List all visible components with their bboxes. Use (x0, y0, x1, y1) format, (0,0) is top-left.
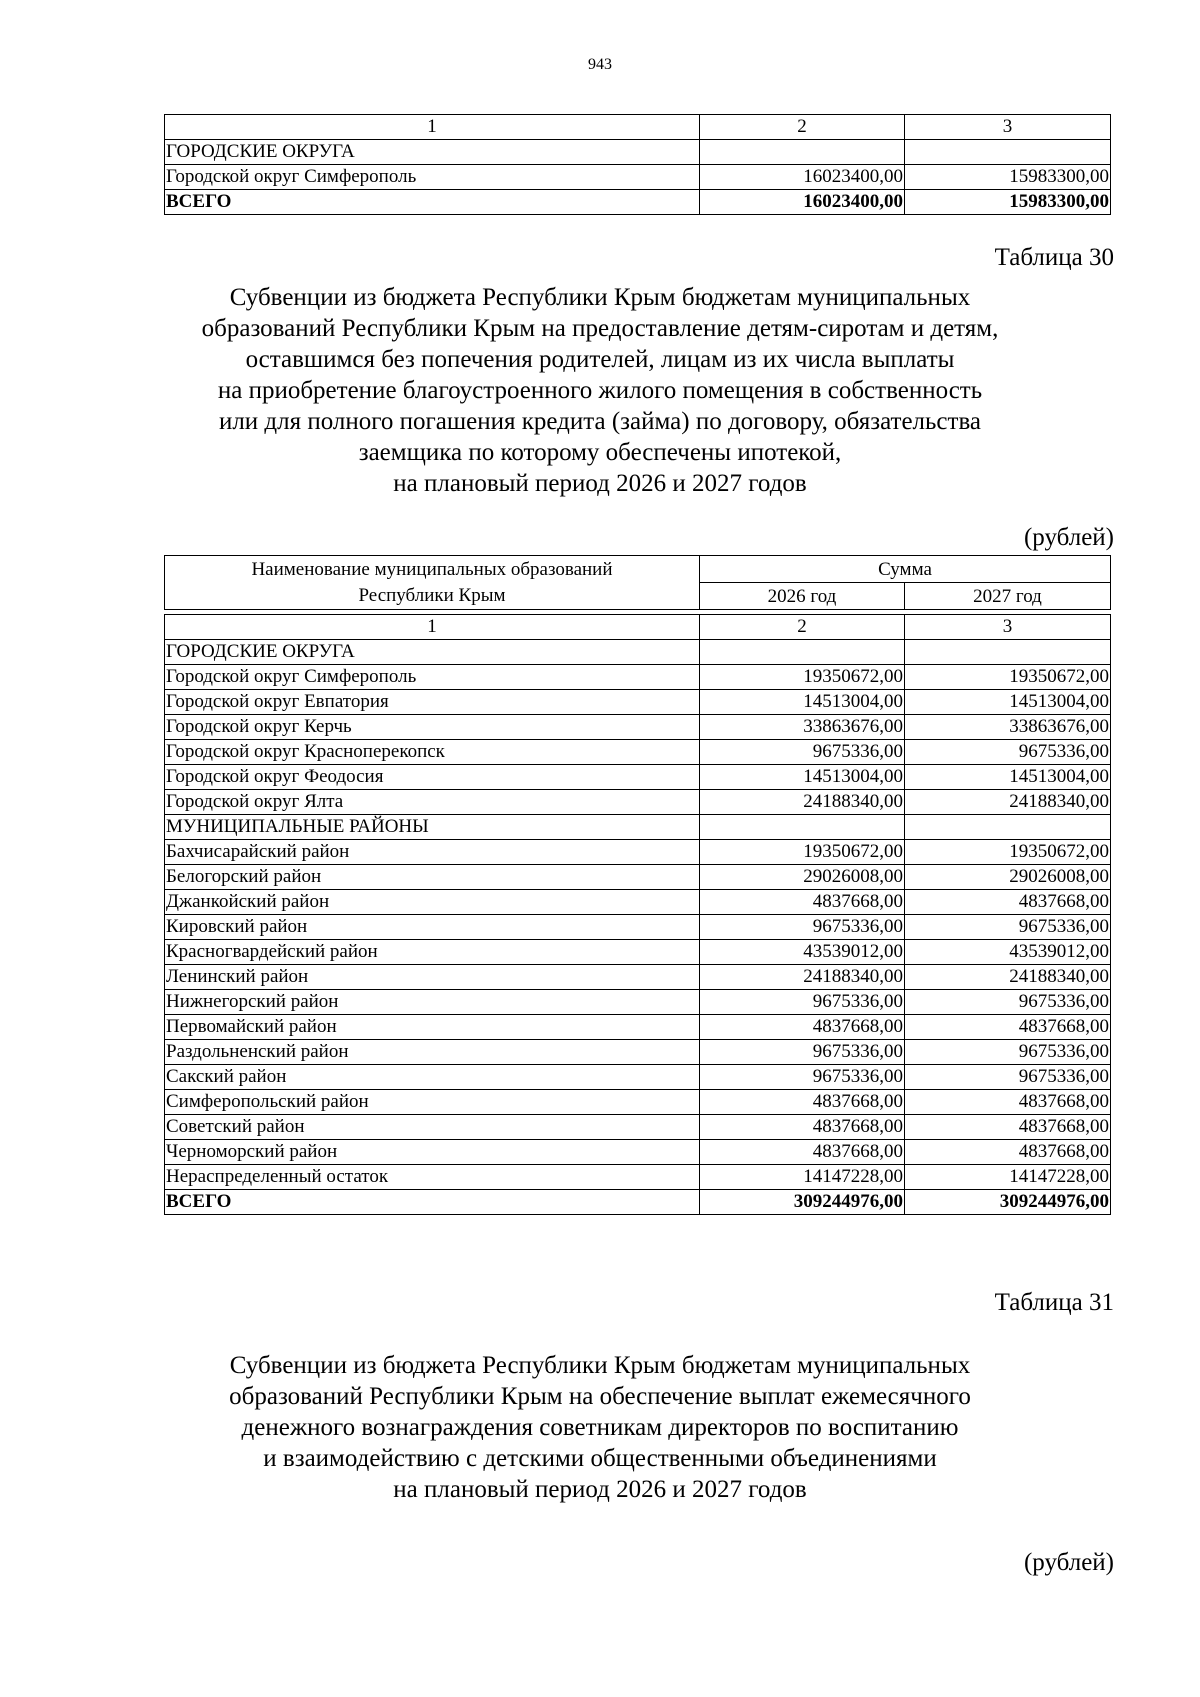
header-name-line2: Республики Крым (358, 584, 506, 606)
title-line: на приобретение благоустроенного жилого помещения в собственность (217, 377, 983, 404)
row-name: Бахчисарайский район (165, 840, 700, 865)
column-number-row (165, 615, 1111, 640)
table-row (165, 690, 1111, 715)
header-name-line1: Наименование муниципальных образований (251, 558, 613, 580)
row-name: Раздольненский район (165, 1040, 700, 1065)
title-line: и взаимодействию с детскими общественными объединениями (263, 1445, 937, 1472)
total-label: ВСЕГО (165, 190, 700, 215)
column-number: 2 (700, 115, 905, 140)
row-value-2027: 15983300,00 (905, 165, 1111, 190)
title-line: заемщика по которому обеспечены ипотекой, (358, 439, 842, 466)
title-line: Субвенции из бюджета Республики Крым бюджетам муниципальных (229, 284, 971, 311)
row-value-2026: 24188340,00 (700, 790, 905, 815)
row-value-2027: 4837668,00 (905, 890, 1111, 915)
table-row (165, 1165, 1111, 1190)
title-line: оставшимся без попечения родителей, лицам из их числа выплаты (245, 346, 955, 373)
title-line: денежного вознаграждения советникам директоров по воспитанию (241, 1414, 959, 1441)
row-value-2026: 9675336,00 (700, 915, 905, 940)
row-value-2026: 4837668,00 (700, 1115, 905, 1140)
column-number: 2 (700, 615, 905, 640)
table-row (165, 890, 1111, 915)
title-line: Субвенции из бюджета Республики Крым бюджетам муниципальных (229, 1352, 971, 1379)
row-value-2026: 4837668,00 (700, 1015, 905, 1040)
row-value-2027: 14513004,00 (905, 765, 1111, 790)
row-name: ГОРОДСКИЕ ОКРУГА (165, 640, 700, 665)
table-row (165, 1065, 1111, 1090)
total-value-2026: 309244976,00 (700, 1190, 905, 1215)
row-name: Первомайский район (165, 1015, 700, 1040)
row-value-2027: 29026008,00 (905, 865, 1111, 890)
top-continuation-table (164, 114, 1111, 215)
row-value-2026 (700, 815, 905, 840)
page-number: 943 (588, 56, 612, 73)
table-30-title (0, 282, 1200, 499)
table-31-label: Таблица 31 (994, 1289, 1114, 1316)
title-line: на плановый период 2026 и 2027 годов (393, 1476, 807, 1503)
title-line: образований Республики Крым на обеспечение выплат ежемесячного (229, 1383, 971, 1410)
row-name: Городской округ Евпатория (165, 690, 700, 715)
row-value-2027 (905, 640, 1111, 665)
row-name: Симферопольский район (165, 1090, 700, 1115)
row-value-2027: 9675336,00 (905, 915, 1111, 940)
row-value-2026: 4837668,00 (700, 1140, 905, 1165)
row-value-2026: 29026008,00 (700, 865, 905, 890)
table-31-units: (рублей) (1023, 1549, 1114, 1576)
table-row (165, 1090, 1111, 1115)
row-value-2026: 9675336,00 (700, 1040, 905, 1065)
row-value-2026: 4837668,00 (700, 1090, 905, 1115)
table-row (165, 165, 1111, 190)
table-row (165, 1040, 1111, 1065)
table-row (165, 915, 1111, 940)
row-value-2027: 19350672,00 (905, 665, 1111, 690)
row-value-2027: 4837668,00 (905, 1115, 1111, 1140)
table-row (165, 1115, 1111, 1140)
table-31-title (0, 1350, 1200, 1505)
row-value-2026 (700, 640, 905, 665)
row-value-2027: 9675336,00 (905, 1065, 1111, 1090)
row-name: Сакский район (165, 1065, 700, 1090)
table-row (165, 1015, 1111, 1040)
row-value-2026: 19350672,00 (700, 665, 905, 690)
row-value-2027: 9675336,00 (905, 740, 1111, 765)
row-name: Городской округ Симферополь (165, 665, 700, 690)
header-year-2026: 2026 год (700, 583, 905, 610)
total-value-2026: 16023400,00 (700, 190, 905, 215)
table-row (165, 140, 1111, 165)
table-row (165, 765, 1111, 790)
row-name: Белогорский район (165, 865, 700, 890)
title-line: образований Республики Крым на предоставление детям-сиротам и детям, (201, 315, 999, 342)
column-number-row (165, 115, 1111, 140)
row-value-2027: 43539012,00 (905, 940, 1111, 965)
row-value-2026: 9675336,00 (700, 740, 905, 765)
header-year-2027: 2027 год (905, 583, 1111, 610)
row-name: Кировский район (165, 915, 700, 940)
row-name: Городской округ Ялта (165, 790, 700, 815)
row-name: Городской округ Красноперекопск (165, 740, 700, 765)
row-value-2027: 19350672,00 (905, 840, 1111, 865)
table-row (165, 965, 1111, 990)
table-30-body (164, 614, 1111, 1215)
row-value-2026: 14513004,00 (700, 690, 905, 715)
table-row (165, 715, 1111, 740)
column-number: 3 (905, 615, 1111, 640)
table-row (165, 840, 1111, 865)
row-name: Городской округ Керчь (165, 715, 700, 740)
row-name: Красногвардейский район (165, 940, 700, 965)
row-name: Нераспределенный остаток (165, 1165, 700, 1190)
table-row (165, 1140, 1111, 1165)
row-value-2027: 9675336,00 (905, 990, 1111, 1015)
table-row (165, 640, 1111, 665)
row-name: Городской округ Симферополь (165, 165, 700, 190)
table-row (165, 790, 1111, 815)
row-name: Черноморский район (165, 1140, 700, 1165)
row-name: Нижнегорский район (165, 990, 700, 1015)
total-value-2027: 15983300,00 (905, 190, 1111, 215)
row-value-2027 (905, 815, 1111, 840)
row-name: Городской округ Феодосия (165, 765, 700, 790)
total-row (165, 190, 1111, 215)
table-row (165, 665, 1111, 690)
row-value-2027: 14147228,00 (905, 1165, 1111, 1190)
column-number: 1 (165, 615, 700, 640)
table-30-label: Таблица 30 (994, 244, 1114, 271)
row-name: Ленинский район (165, 965, 700, 990)
header-sum: Сумма (700, 556, 1111, 583)
table-row (165, 815, 1111, 840)
row-value-2027: 4837668,00 (905, 1015, 1111, 1040)
row-value-2027: 9675336,00 (905, 1040, 1111, 1065)
total-value-2027: 309244976,00 (905, 1190, 1111, 1215)
row-name: Джанкойский район (165, 890, 700, 915)
row-name: ГОРОДСКИЕ ОКРУГА (165, 140, 700, 165)
table-row (165, 865, 1111, 890)
row-value-2026: 14513004,00 (700, 765, 905, 790)
row-name: Советский район (165, 1115, 700, 1140)
row-value-2026: 19350672,00 (700, 840, 905, 865)
row-value-2027: 33863676,00 (905, 715, 1111, 740)
row-value-2027: 24188340,00 (905, 965, 1111, 990)
row-value-2026: 4837668,00 (700, 890, 905, 915)
row-value-2026: 9675336,00 (700, 990, 905, 1015)
row-value-2026: 9675336,00 (700, 1065, 905, 1090)
table-row (165, 740, 1111, 765)
row-name: МУНИЦИПАЛЬНЫЕ РАЙОНЫ (165, 815, 700, 840)
row-value-2027: 4837668,00 (905, 1090, 1111, 1115)
row-value-2027: 24188340,00 (905, 790, 1111, 815)
row-value-2027 (905, 140, 1111, 165)
row-value-2026: 33863676,00 (700, 715, 905, 740)
row-value-2026: 14147228,00 (700, 1165, 905, 1190)
row-value-2026 (700, 140, 905, 165)
total-label: ВСЕГО (165, 1190, 700, 1215)
row-value-2027: 14513004,00 (905, 690, 1111, 715)
column-number: 1 (165, 115, 700, 140)
row-value-2027: 4837668,00 (905, 1140, 1111, 1165)
table-30-units: (рублей) (1023, 524, 1114, 551)
header-name-column (165, 556, 700, 610)
row-value-2026: 43539012,00 (700, 940, 905, 965)
title-line: или для полного погашения кредита (займа) по договору, обязательства (218, 408, 982, 435)
row-value-2026: 24188340,00 (700, 965, 905, 990)
column-number: 3 (905, 115, 1111, 140)
table-row (165, 990, 1111, 1015)
total-row (165, 1190, 1111, 1215)
row-value-2026: 16023400,00 (700, 165, 905, 190)
table-row (165, 940, 1111, 965)
table-30-header (164, 555, 1111, 610)
title-line: на плановый период 2026 и 2027 годов (393, 470, 807, 497)
